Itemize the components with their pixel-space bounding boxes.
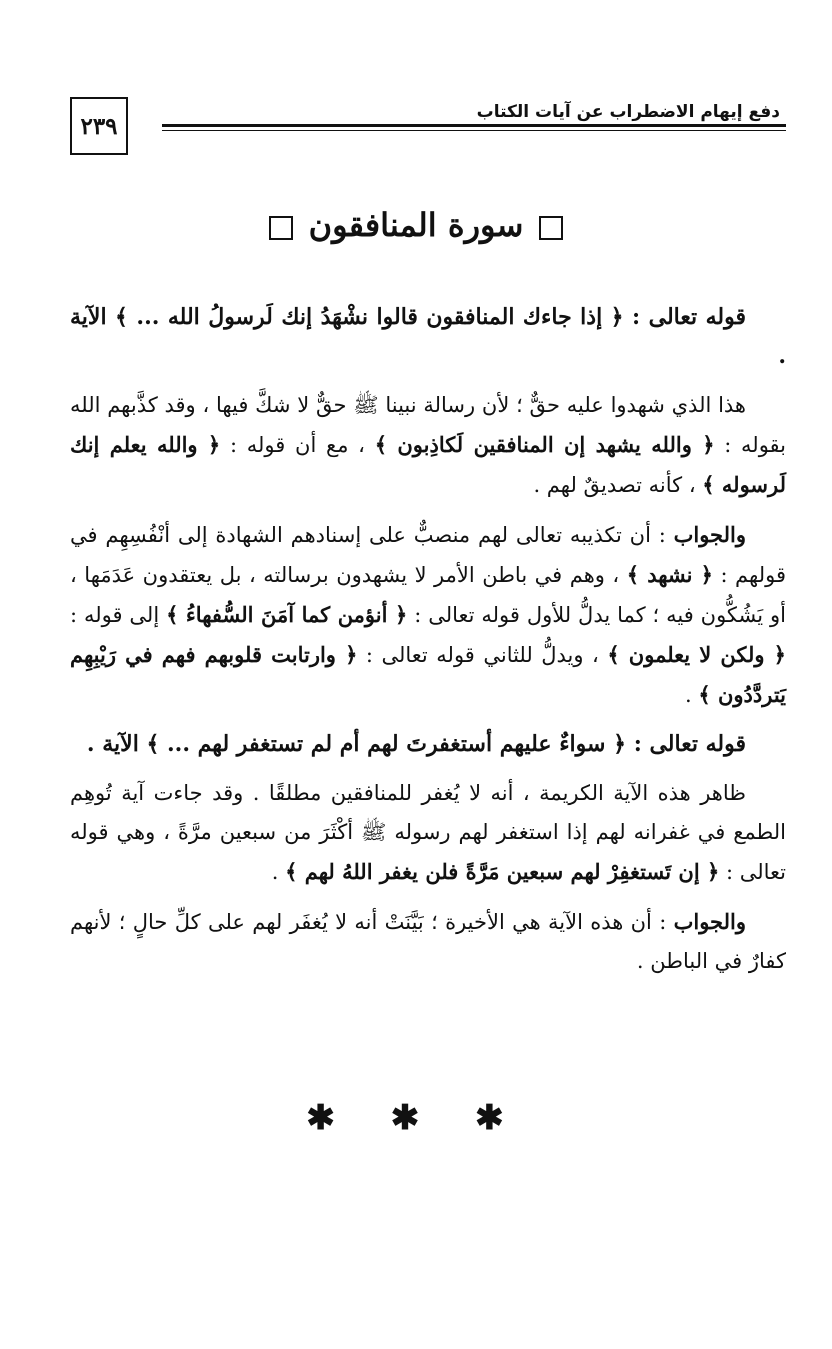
answer-1-text-d: ، ويدلُّ للثاني قوله تعالى : — [365, 643, 599, 667]
section-1-text-b: ، مع أن قوله : — [229, 433, 365, 457]
question-2-label: قوله تعالى : — [633, 731, 746, 757]
surah-heading — [0, 206, 832, 244]
answer-1-text-e: . — [684, 683, 692, 707]
answer-1-text-a: : أن تكذيبه تعالى لهم منصبٌّ على إسنادهم الشهادة إلى أنْفُسِهِم في قولهم : — [70, 523, 786, 587]
surah-title: سورة المنافقون — [308, 206, 524, 244]
section-end-asterisks: ✱ ✱ ✱ — [306, 1098, 526, 1138]
answer-1-text-c: إلى قوله : — [70, 603, 160, 627]
answer-2-label: والجواب — [673, 909, 746, 934]
question-2-verse: ﴿ سواءٌ عليهم أستغفرتَ لهم أم لم تستغفر لهم ... ﴾ الآية . — [86, 731, 627, 757]
square-ornament-icon — [269, 216, 293, 240]
question-2 — [70, 725, 786, 764]
header-rule — [162, 124, 786, 127]
section-1-answer — [70, 515, 786, 715]
answer-1-text-b: ، وهم في باطن الأمر لا يشهدون برسالته ، بل يعتقدون عَدَمَها ، أو يَشُكُّون فيه ؛ كما يدلُّ للأول قوله تعالى : — [70, 563, 786, 627]
section-2-text-a: ظاهر هذه الآية الكريمة ، أنه لا يُغفر للمنافقين مطلقًا . وقد جاءت آية تُوهِم الطمع في غفرانه لهم إذا استغفر لهم رسوله ﷺ أكْثَرَ من سبعين مرَّةً ، وهي قوله تعالى : — [70, 781, 786, 884]
question-1-verse: ﴿ إذا جاءك المنافقون قالوا نشْهَدُ إنك لَرسولُ الله ... ﴾ الآية . — [70, 304, 786, 369]
answer-1-verse-c: ﴿ ولكن لا يعلمون ﴾ — [607, 642, 786, 667]
question-1-label: قوله تعالى : — [632, 304, 746, 330]
answer-1-label: والجواب — [673, 522, 746, 547]
section-2-text-b: . — [271, 860, 279, 884]
page-body — [70, 298, 786, 991]
running-header-title: دفع إيهام الاضطراب عن آيات الكتاب — [476, 102, 780, 122]
square-ornament-icon — [539, 216, 563, 240]
section-1-verse-b: ﴿ والله يعلم إنك لَرسوله ﴾ — [70, 432, 786, 497]
section-2-answer — [70, 902, 786, 981]
section-1-verse-a: ﴿ والله يشهد إن المنافقين لَكاذِبون ﴾ — [374, 432, 715, 457]
answer-1-verse-b: ﴿ أنؤمن كما آمَنَ السُّفهاءُ ﴾ — [166, 602, 408, 627]
answer-1-verse-a: ﴿ نشهد ﴾ — [626, 562, 713, 587]
answer-2-text: : أن هذه الآية هي الأخيرة ؛ بَيَّنَتْ أنه لا يُغفَر لهم على كلِّ حالٍ ؛ لأنهم كفارٌ في الباطن . — [70, 910, 786, 973]
answer-1-verse-d: ﴿ وارتابت قلوبهم فهم في رَيْبِهِم يَتردَّدُون ﴾ — [70, 642, 786, 707]
page-number: ٢٣٩ — [70, 97, 128, 155]
section-1-text-a: هذا الذي شهدوا عليه حقٌّ ؛ لأن رسالة نبينا ﷺ حقٌّ لا شكَّ فيها ، وقد كذَّبهم الله بقوله : — [70, 393, 787, 457]
header-rule-thin — [162, 130, 786, 131]
section-2-paragraph — [70, 774, 786, 892]
section-1-text-c: ، كأنه تصديقٌ لهم . — [533, 473, 696, 497]
section-1-paragraph — [70, 386, 786, 505]
section-2-verse: ﴿ إن تَستغفِرْ لهم سبعين مَرَّةً فلن يغفر اللهُ لهم ﴾ — [285, 859, 720, 884]
question-1 — [70, 298, 786, 376]
